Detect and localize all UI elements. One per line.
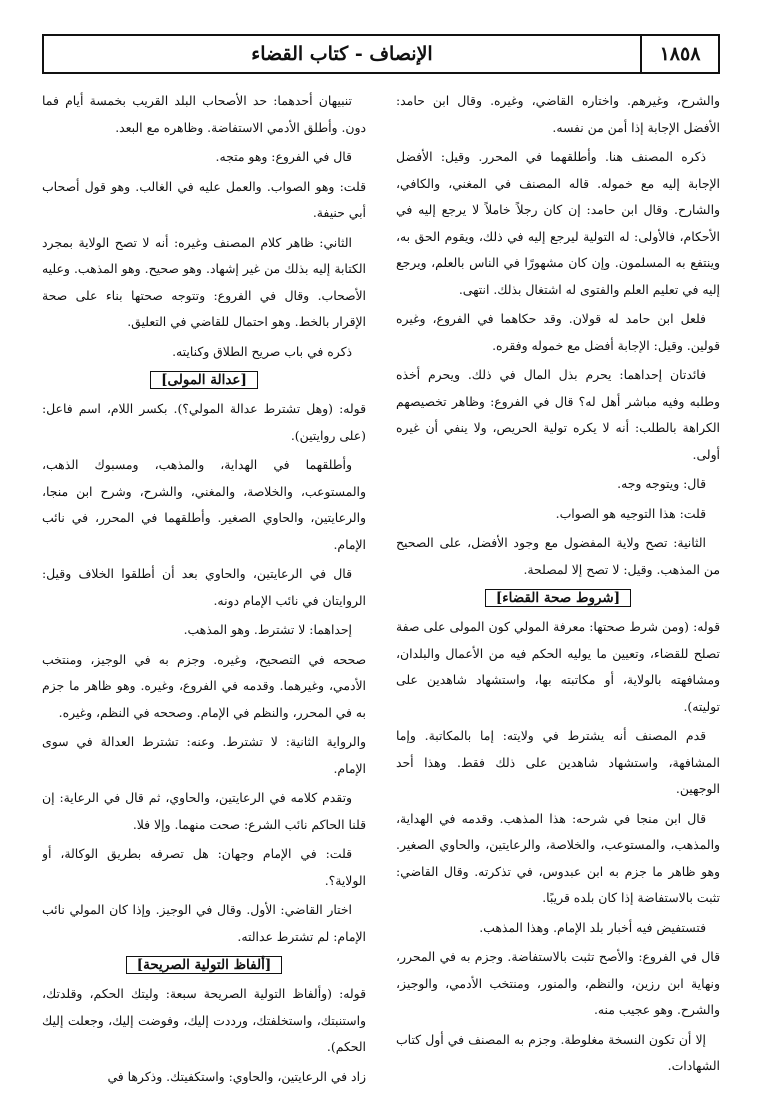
- paragraph: قوله: (وألفاظ التولية الصريحة سبعة: وليتك الحكم، وقلدتك، واستنبتك، واستخلفتك، ورددت إليك، وفوضت إليك، وجعلت إليك الحكم).: [42, 986, 366, 1054]
- paragraph: فائدتان إحداهما: يحرم بذل المال في ذلك. ويحرم أخذه وطلبه وفيه مباشر أهل له؟ قال في الفروع: وظاهر تخصيصهم الكراهة بالطلب: أنه لا يكره تولية الحريص، ولا ينفي أن غيره أولى.: [396, 367, 720, 462]
- section-heading: [42, 953, 366, 977]
- running-title: الإنصاف - كتاب القضاء: [251, 43, 433, 65]
- left-column: [42, 88, 366, 1088]
- paragraph: قدم المصنف أنه يشترط في ولايته: إما بالمكاتبة. وإما المشافهة، واستشهاد شاهدين على ذلك فقط. وهذا أحد الوجهين.: [396, 728, 720, 796]
- page-header: [42, 34, 720, 74]
- paragraph: قال: ويتوجه وجه.: [617, 476, 706, 491]
- paragraph: قال في الفروع: وهو متجه.: [215, 149, 352, 164]
- section-heading-text: [شروط صحة القضاء]: [485, 589, 631, 607]
- paragraph: قال ابن منجا في شرحه: هذا المذهب. وقدمه في الهداية، والمذهب، والمستوعب، والخلاصة، والرعايتين، والحاوي الصغير. وهو ظاهر ما جزم به ابن عبدوس، في تذكرته. وقال القاضي: تثبت بالاستفاضة إذا كان بلده قريبًا.: [396, 810, 720, 905]
- paragraph: فتستفيض فيه أخبار بلد الإمام. وهذا المذهب.: [479, 919, 706, 935]
- paragraph: فلعل ابن حامد له قولان. وقد حكاهما في الفروع، وغيره قولين. وقيل: الإجابة أفضل مع خموله وفقره.: [396, 311, 720, 353]
- paragraph: قوله: (ومن شرط صحتها: معرفة المولي كون المولى على صفة تصلح للقضاء، وتعيين ما يوليه الحكم فيه من الأعمال والبلدان، ومشافهته بالولاية، أو مكاتبته بها، واستشهاد شاهدين على توليته).: [396, 619, 720, 714]
- paragraph: الثاني: ظاهر كلام المصنف وغيره: أنه لا تصح الولاية بمجرد الكتابة إليه بذلك من غير إشهاد. وهو صحيح. وهو المذهب. وعليه الأصحاب. وقال في الفروع: وتتوجه صحتها بناء على صحة الإقرار بالخط. وهو احتمال للقاضي في التعليق.: [42, 234, 366, 329]
- section-heading: [396, 586, 720, 610]
- paragraph: صححه في التصحيح، وغيره. وجزم به في الوجيز، ومنتخب الأدمي، وغيرهما. وقدمه في الفروع، وغيره. وهو ظاهر ما جزم به في المحرر، والنظم في الإمام. وصححه في النظم، وغيره.: [42, 651, 366, 720]
- paragraph: وتقدم كلامه في الرعايتين، والحاوي، ثم قال في الرعاية: إن قلنا الحاكم نائب الشرع: صحت منهما. وإلا فلا.: [42, 790, 366, 832]
- paragraph: قال في الفروع: والأصح تثبت بالاستفاضة. وجزم به في المحرر، ونهاية ابن رزين، والنظم، والمنور، ومنتخب الأدمي، والوجيز، والشرح. وهو عجيب منه.: [396, 949, 720, 1017]
- paragraph: اختار القاضي: الأول. وقال في الوجيز. وإذا كان المولي نائب الإمام: لم تشترط عدالته.: [42, 902, 366, 944]
- paragraph: ذكره المصنف هنا. وأطلقهما في المحرر. وقيل: الأفضل الإجابة إليه مع خموله. قاله المصنف في المغني، والكافي، والشارح. وقال ابن حامد: إن كان رجلاً خاملاً لا يرجع إليه في الأحكام، فالأولى: له التولية ليرجع إليه في ذلك، ويقوم الحق به، وينتفع به المسلمون. وإن كان مشهورًا في الناس بالعلم، ويرجع إليه في تعليم العلم والفتوى له اشتغال بذلك. انتهى.: [396, 149, 720, 297]
- paragraph: قلت: وهو الصواب. والعمل عليه في الغالب. وهو قول أصحاب أبي حنيفة.: [42, 178, 366, 220]
- paragraph: قال في الرعايتين، والحاوي بعد أن أطلقوا الخلاف وقيل: الروايتان في نائب الإمام دونه.: [42, 566, 366, 608]
- paragraph: والرواية الثانية: لا تشترط. وعنه: تشترط العدالة في سوى الإمام.: [42, 734, 366, 776]
- right-column: [396, 88, 720, 1088]
- section-heading-text: [ألفاظ التولية الصريحة]: [126, 956, 283, 974]
- paragraph: إلا أن تكون النسخة مغلوطة. وجزم به المصنف في أول كتاب الشهادات.: [396, 1031, 720, 1073]
- paragraph: وأطلقهما في الهداية، والمذهب، ومسبوك الذهب، والمستوعب، والخلاصة، والمغني، والشرح، وشرح ابن منجا، والرعايتين، والحاوي الصغير. وأطلقهما في المحرر، في نائب الإمام.: [42, 457, 366, 552]
- section-heading-text: [عدالة المولى]: [150, 371, 258, 389]
- paragraph: قوله: (وهل تشترط عدالة المولي؟). بكسر اللام، اسم فاعل: (على روايتين).: [42, 401, 366, 443]
- page-number: ١٨٥٨: [640, 36, 718, 72]
- paragraph: تنبيهان أحدهما: حد الأصحاب البلد القريب بخمسة أيام فما دون. وأطلق الأدمي الاستفاضة. وظاهره مع البعد.: [42, 93, 366, 135]
- paragraph: إحداهما: لا تشترط. وهو المذهب.: [183, 622, 352, 637]
- paragraph: زاد في الرعايتين، والحاوي: واستكفيتك. وذكرها في: [107, 1068, 366, 1084]
- section-heading: [42, 368, 366, 392]
- paragraph: قلت: في الإمام وجهان: هل تصرفه بطريق الوكالة، أو الولاية؟.: [42, 846, 366, 888]
- paragraph: ذكره في باب صريح الطلاق وكنايته.: [172, 343, 352, 359]
- paragraph: الثانية: تصح ولاية المفضول مع وجود الأفضل، على الصحيح من المذهب. وقيل: لا تصح إلا لمصلحة.: [396, 535, 720, 577]
- paragraph: والشرح، وغيرهم. واختاره القاضي، وغيره. وقال ابن حامد: الأفضل الإجابة إذا أمن من نفسه.: [396, 93, 720, 135]
- paragraph: قلت: هذا التوجيه هو الصواب.: [555, 505, 706, 521]
